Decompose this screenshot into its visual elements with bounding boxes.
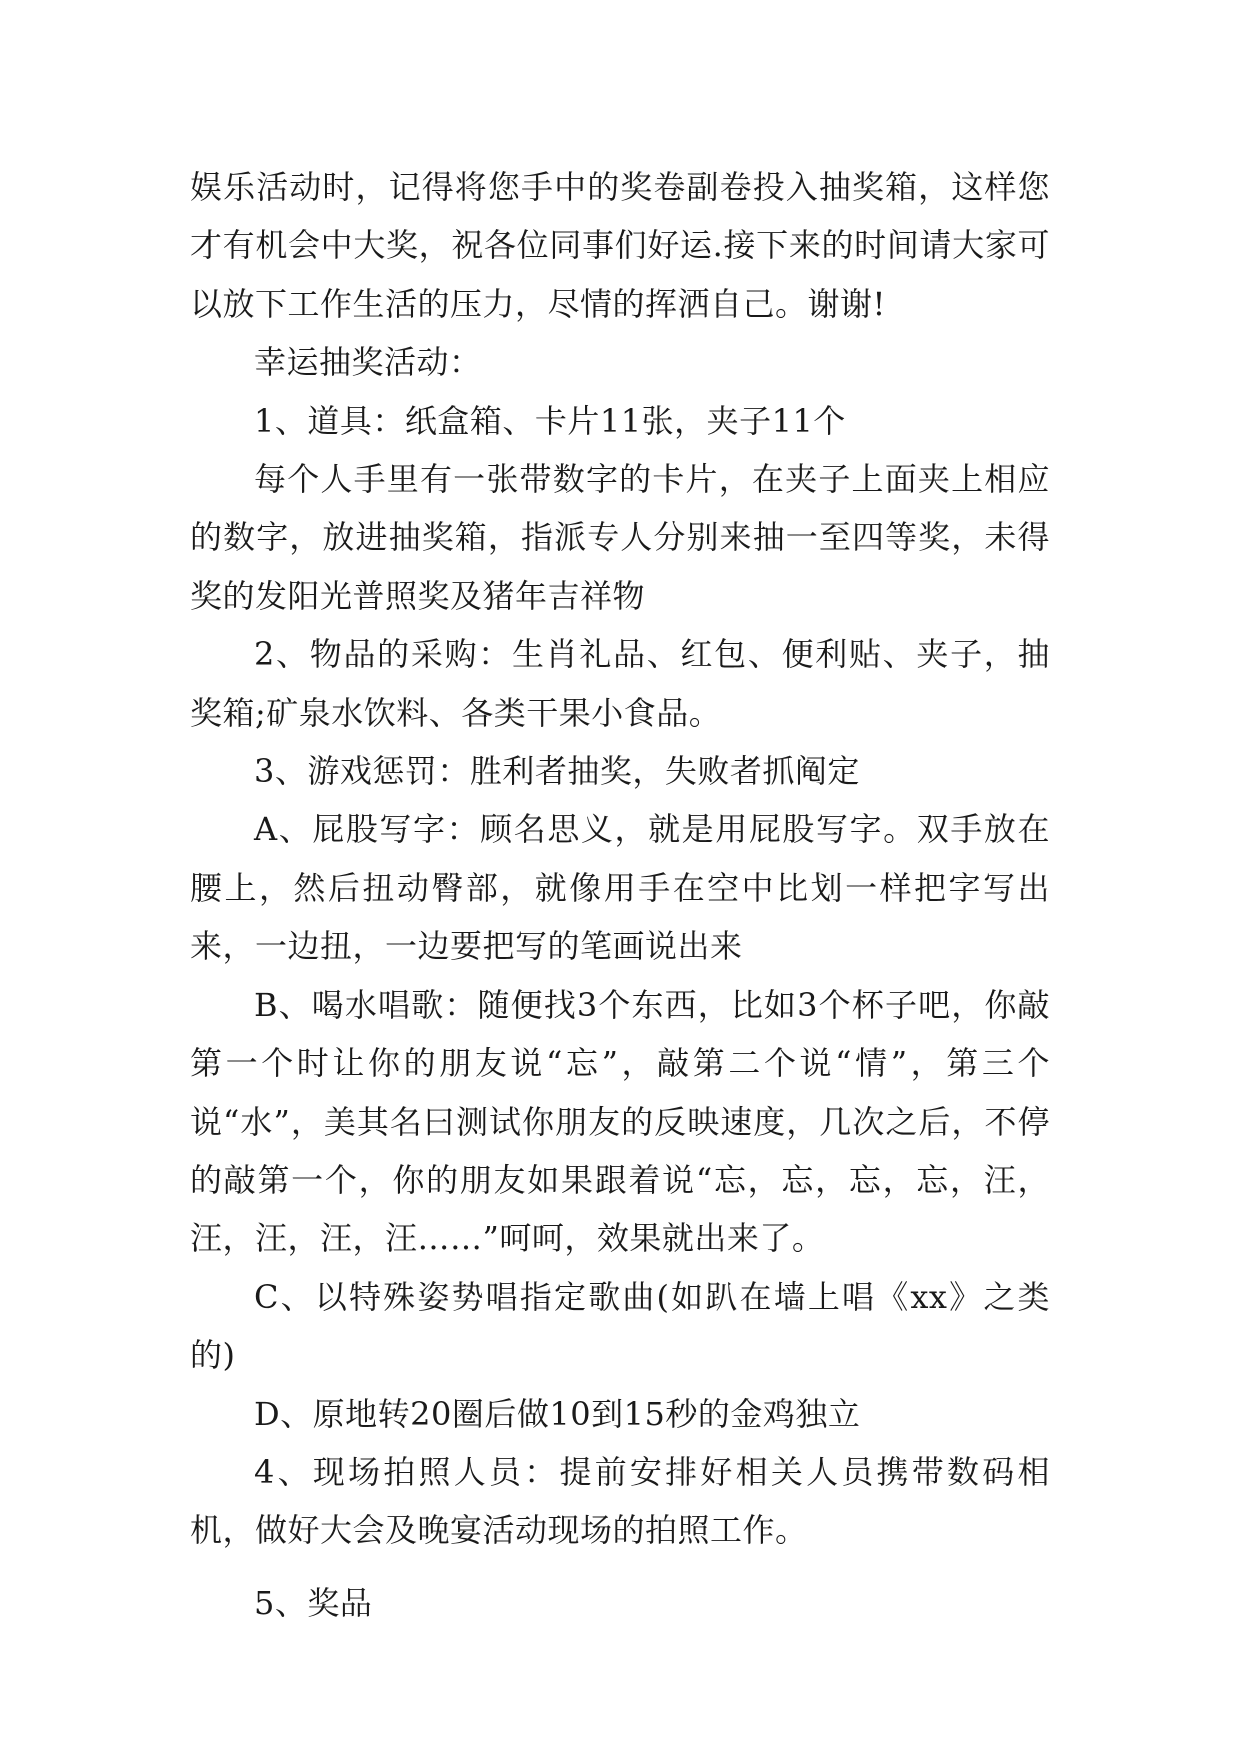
paragraph-prizes: 5、奖品 — [254, 1583, 373, 1622]
paragraph-photographers: 4、现场拍照人员：提前安排好相关人员携带数码相机，做好大会及晚宴活动现场的拍照工作。 — [190, 1452, 1050, 1550]
paragraph-purchasing: 2、物品的采购：生肖礼品、红包、便利贴、夹子，抽奖箱;矿泉水饮料、各类干果小食品。 — [190, 635, 1050, 732]
paragraph-penalty-d: D、原地转20圈后做10到15秒的金鸡独立 — [254, 1394, 861, 1433]
paragraph-props: 1、道具：纸盒箱、卡片11张，夹子11个 — [254, 401, 846, 440]
document-body — [190, 158, 1050, 1632]
paragraph-lucky-draw-heading: 幸运抽奖活动： — [254, 343, 482, 382]
paragraph-game-penalty: 3、游戏惩罚：胜利者抽奖，失败者抓阄定 — [254, 752, 860, 791]
paragraph-penalty-b: B、喝水唱歌：随便找3个东西，比如3个杯子吧，你敲第一个时让你的朋友说“忘”，敲第二个说“情”，第三个说“水”，美其名曰测试你朋友的反映速度，几次之后，不停的敲第一个，你的朋友如果跟着说“忘，忘，忘，忘，汪，汪，汪，汪，汪……”呵呵，效果就出来了。 — [190, 985, 1050, 1258]
paragraph-card-draw-rules: 每个人手里有一张带数字的卡片，在夹子上面夹上相应的数字，放进抽奖箱，指派专人分别来抽一至四等奖，未得奖的发阳光普照奖及猪年吉祥物 — [190, 460, 1050, 615]
paragraph-penalty-c: C、以特殊姿势唱指定歌曲(如趴在墙上唱《xx》之类的) — [190, 1277, 1050, 1375]
paragraph-penalty-a: A、屁股写字：顾名思义，就是用屁股写字。双手放在腰上，然后扭动臀部，就像用手在空中比划一样把字写出来，一边扭，一边要把写的笔画说出来 — [190, 810, 1050, 966]
paragraph-intro-closing: 娱乐活动时，记得将您手中的奖卷副卷投入抽奖箱，这样您才有机会中大奖，祝各位同事们好运.接下来的时间请大家可以放下工作生活的压力，尽情的挥洒自己。谢谢! — [190, 168, 1050, 323]
